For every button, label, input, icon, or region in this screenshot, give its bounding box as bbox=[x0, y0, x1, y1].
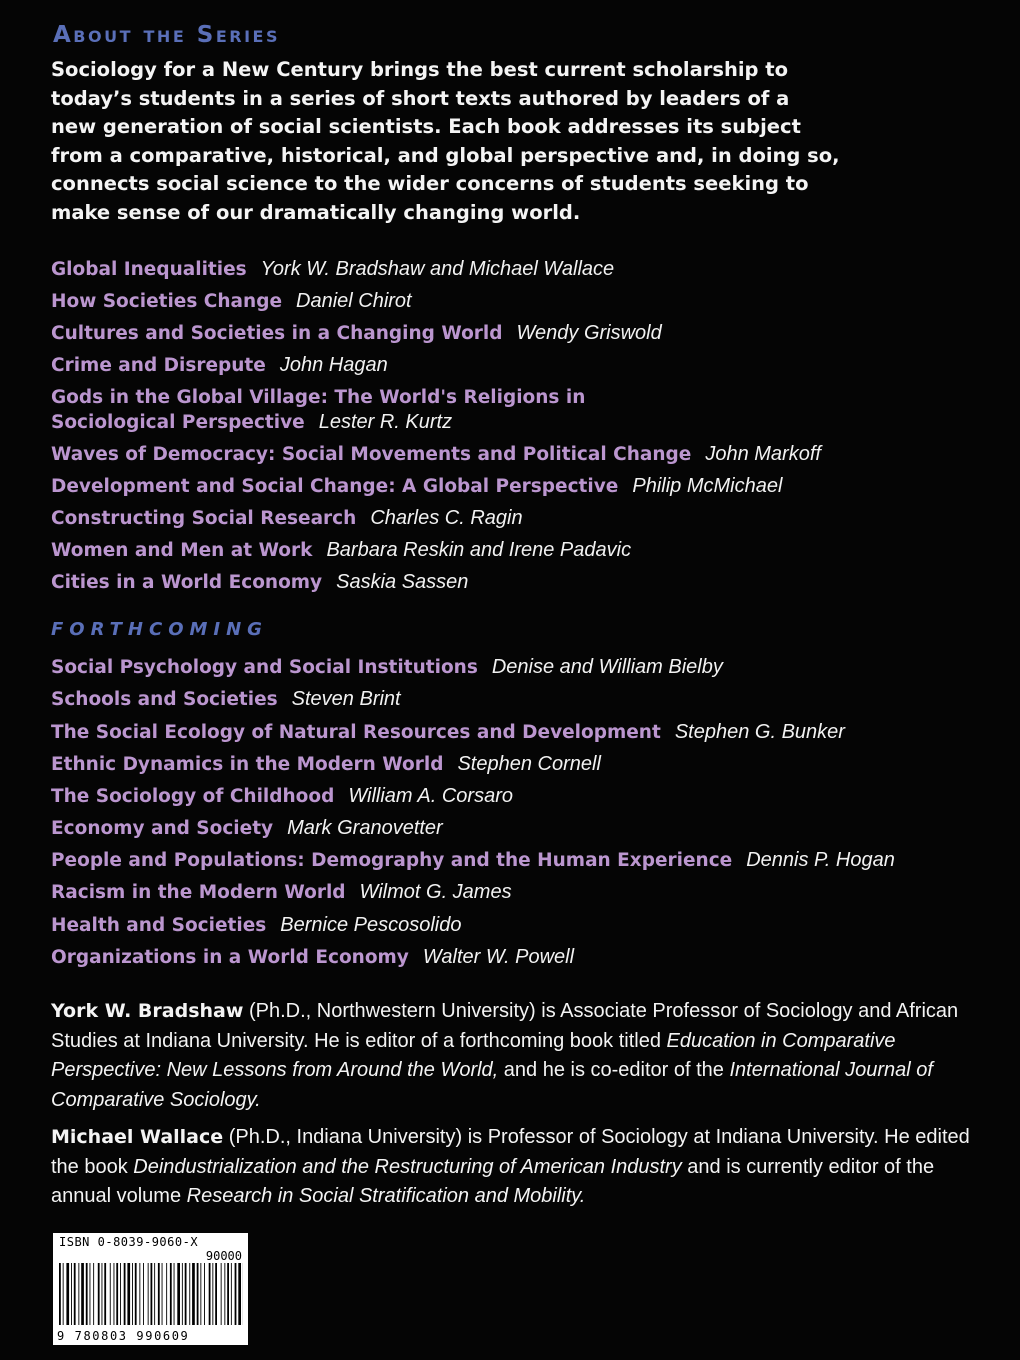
barcode-stripe bbox=[74, 1263, 76, 1325]
back-cover bbox=[51, 22, 991, 1220]
barcode-stripe bbox=[98, 1263, 100, 1325]
book-entry bbox=[51, 350, 991, 382]
series-description: Sociology for a New Century brings the best current scholarship to today’s students in a series of short texts authored by leaders of a new generation of social scientists. Each book addresses its subject from a comparative, historical, and global perspective and, in doing so, connects social science to the wider concerns of students seeking to make sense of our dramatically changing world. bbox=[51, 58, 840, 224]
bio-bradshaw bbox=[51, 997, 991, 1115]
barcode-stripe bbox=[204, 1263, 205, 1325]
book-author: Dennis P. Hogan bbox=[746, 849, 895, 872]
book-author: Barbara Reskin and Irene Padavic bbox=[326, 539, 632, 562]
barcode-stripe bbox=[177, 1263, 180, 1325]
barcode-stripe bbox=[227, 1263, 229, 1325]
barcode-stripe bbox=[78, 1263, 79, 1325]
book-title: Social Psychology and Social Institutions bbox=[51, 657, 478, 679]
bio-book-title: Education in Comparative Perspective: New Lessons from Around the World, bbox=[51, 1029, 896, 1082]
book-title: Economy and Society bbox=[51, 818, 274, 840]
book-entry bbox=[51, 877, 991, 909]
book-title: Racism in the Modern World bbox=[51, 882, 346, 904]
book-entry bbox=[51, 286, 991, 318]
bio-name: York W. Bradshaw bbox=[51, 1000, 244, 1023]
book-title: Cultures and Societies in a Changing World bbox=[51, 323, 503, 345]
barcode-stripe bbox=[174, 1263, 175, 1325]
book-entry bbox=[51, 382, 691, 439]
book-entry bbox=[51, 716, 991, 748]
barcode-stripe bbox=[135, 1263, 137, 1325]
book-author: Bernice Pescosolido bbox=[280, 913, 462, 936]
book-author: Walter W. Powell bbox=[422, 945, 575, 968]
book-entry bbox=[51, 941, 991, 973]
book-entry bbox=[51, 845, 991, 877]
barcode-stripe bbox=[224, 1263, 225, 1325]
barcode-stripe bbox=[185, 1263, 187, 1325]
bio-text: and is currently editor of the annual volume bbox=[51, 1155, 935, 1208]
book-title: Health and Societies bbox=[51, 914, 267, 936]
ean-digits: 9 780803 990609 bbox=[57, 1329, 190, 1343]
barcode-stripe bbox=[132, 1263, 133, 1325]
barcode-bars bbox=[59, 1263, 243, 1325]
bio-book-title: Deindustrialization and the Restructuring of American Industry bbox=[133, 1155, 682, 1178]
book-author: Daniel Chirot bbox=[296, 290, 412, 313]
barcode-stripe bbox=[151, 1263, 153, 1325]
book-author: Denise and William Bielby bbox=[491, 656, 723, 679]
book-title: The Social Ecology of Natural Resources and Development bbox=[51, 721, 661, 743]
book-title: How Societies Change bbox=[51, 291, 282, 313]
barcode-stripe bbox=[162, 1263, 163, 1325]
about-series-heading: About the Series bbox=[53, 22, 280, 48]
book-title: Waves of Democracy: Social Movements and Political Change bbox=[51, 444, 692, 466]
author-bios bbox=[51, 997, 991, 1212]
barcode-stripe bbox=[116, 1263, 118, 1325]
book-author: Steven Brint bbox=[291, 688, 401, 711]
book-author: Wilmot G. James bbox=[359, 881, 512, 904]
bio-wallace bbox=[51, 1123, 991, 1212]
barcode-stripe bbox=[139, 1263, 140, 1325]
barcode-stripe bbox=[86, 1263, 88, 1325]
book-author: Lester R. Kurtz bbox=[318, 411, 453, 434]
forthcoming-titles-list bbox=[51, 652, 991, 974]
barcode-stripe bbox=[154, 1263, 155, 1325]
barcode-stripe bbox=[63, 1263, 64, 1325]
bio-text: and he is co-editor of the bbox=[498, 1059, 730, 1082]
price-code: 90000 bbox=[205, 1249, 242, 1263]
barcode-stripe bbox=[81, 1263, 84, 1325]
barcode-stripe bbox=[148, 1263, 149, 1325]
barcode-stripe bbox=[170, 1263, 172, 1325]
barcode-stripe bbox=[221, 1263, 222, 1325]
published-titles-list bbox=[51, 254, 991, 599]
book-entry bbox=[51, 318, 991, 350]
barcode-stripe bbox=[71, 1263, 72, 1325]
bio-text: (Ph.D., Indiana University) is Professor of Sociology at Indiana University. He edited the book bbox=[51, 1126, 970, 1178]
book-author: Charles C. Ragin bbox=[370, 507, 523, 530]
isbn-barcode bbox=[53, 1233, 248, 1345]
barcode-stripe bbox=[182, 1263, 183, 1325]
barcode-stripe bbox=[231, 1263, 232, 1325]
book-entry bbox=[51, 748, 991, 780]
bio-journal-title: International Journal of Comparative Sociology. bbox=[51, 1059, 933, 1111]
book-entry bbox=[51, 909, 991, 941]
book-author: York W. Bradshaw and Michael Wallace bbox=[260, 258, 615, 281]
book-author: Saskia Sassen bbox=[336, 571, 469, 594]
bio-journal-title: Research in Social Stratification and Mobility. bbox=[186, 1185, 586, 1208]
book-title: Women and Men at Work bbox=[51, 540, 313, 562]
barcode-stripe bbox=[212, 1263, 213, 1325]
forthcoming-heading: FORTHCOMING bbox=[51, 618, 268, 640]
barcode-stripe bbox=[102, 1263, 103, 1325]
book-entry bbox=[51, 503, 991, 535]
barcode-stripe bbox=[143, 1263, 144, 1325]
barcode-stripe bbox=[110, 1263, 111, 1325]
barcode-stripe bbox=[200, 1263, 201, 1325]
bio-name: Michael Wallace bbox=[51, 1126, 224, 1149]
book-title: Gods in the Global Village: The World's Religions in Sociological Perspective bbox=[51, 387, 586, 434]
book-author: Mark Granovetter bbox=[287, 817, 443, 840]
book-title: Schools and Societies bbox=[51, 689, 278, 711]
book-title: Global Inequalities bbox=[51, 259, 247, 281]
book-author: Stephen Cornell bbox=[457, 752, 601, 775]
book-entry bbox=[51, 471, 991, 503]
book-title: People and Populations: Demography and the Human Experience bbox=[51, 850, 733, 872]
barcode-stripe bbox=[90, 1263, 91, 1325]
barcode-stripe bbox=[120, 1263, 121, 1325]
book-title: Organizations in a World Economy bbox=[51, 946, 409, 968]
book-entry bbox=[51, 813, 991, 845]
barcode-stripe bbox=[66, 1263, 69, 1325]
barcode-stripe bbox=[238, 1263, 241, 1325]
barcode-stripe bbox=[114, 1263, 115, 1325]
barcode-stripe bbox=[189, 1263, 190, 1325]
book-title: Cities in a World Economy bbox=[51, 572, 323, 594]
isbn-number: ISBN 0-8039-9060-X bbox=[59, 1235, 199, 1249]
book-title: Development and Social Change: A Global Perspective bbox=[51, 476, 619, 498]
book-entry bbox=[51, 652, 991, 684]
barcode-stripe bbox=[59, 1263, 61, 1325]
barcode-stripe bbox=[192, 1263, 195, 1325]
book-title: The Sociology of Childhood bbox=[51, 785, 335, 807]
barcode-stripe bbox=[104, 1263, 106, 1325]
book-author: John Hagan bbox=[279, 354, 388, 377]
book-author: William A. Corsaro bbox=[348, 784, 513, 807]
barcode-stripe bbox=[158, 1263, 160, 1325]
book-entry bbox=[51, 439, 991, 471]
barcode-stripe bbox=[93, 1263, 94, 1325]
book-title: Crime and Disrepute bbox=[51, 355, 266, 377]
book-entry bbox=[51, 780, 991, 812]
book-entry bbox=[51, 254, 991, 286]
book-entry bbox=[51, 684, 991, 716]
book-author: Stephen G. Bunker bbox=[674, 720, 845, 743]
book-author: Philip McMichael bbox=[632, 475, 783, 498]
barcode-stripe bbox=[215, 1263, 217, 1325]
barcode-stripe bbox=[235, 1263, 237, 1325]
book-title: Constructing Social Research bbox=[51, 508, 357, 530]
book-entry bbox=[51, 567, 991, 599]
barcode-stripe bbox=[209, 1263, 211, 1325]
book-author: Wendy Griswold bbox=[516, 322, 662, 345]
book-title: Ethnic Dynamics in the Modern World bbox=[51, 753, 444, 775]
barcode-stripe bbox=[197, 1263, 199, 1325]
barcode-stripe bbox=[124, 1263, 126, 1325]
book-author: John Markoff bbox=[705, 443, 821, 466]
bio-text: (Ph.D., Northwestern University) is Associate Professor of Sociology and African Studies at Indiana University. He is editor of a forthcoming book titled bbox=[51, 1000, 959, 1052]
book-entry bbox=[51, 535, 991, 567]
barcode-stripe bbox=[127, 1263, 130, 1325]
barcode-stripe bbox=[166, 1263, 167, 1325]
